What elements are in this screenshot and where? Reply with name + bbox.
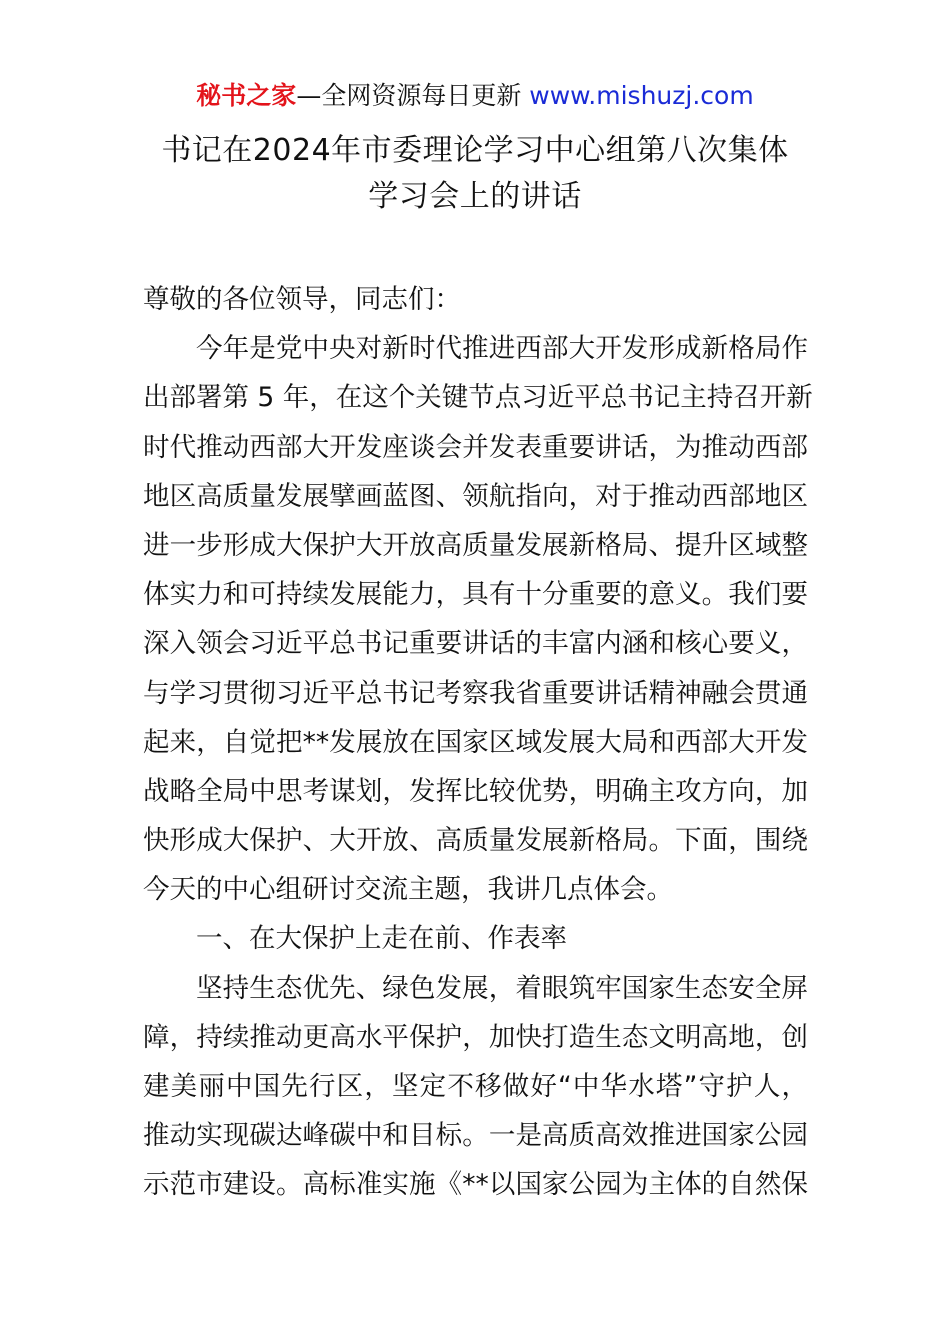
body-line: 推动实现碳达峰碳中和目标。一是高质高效推进国家公园 [143, 1120, 808, 1152]
header-tagline: —全网资源每日更新 [296, 81, 530, 110]
title-line-1: 书记在2024年市委理论学习中心组第八次集体 [161, 133, 789, 168]
brand-name: 秘书之家 [196, 81, 297, 110]
body-line: 建美丽中国先行区，坚定不移做好“中华水塔”守护人， [143, 1071, 808, 1102]
salutation: 尊敬的各位领导，同志们： [143, 284, 461, 315]
body-line: 战略全局中思考谋划，发挥比较优势，明确主攻方向，加 [143, 775, 808, 807]
body-line: 今天的中心组研讨交流主题，我讲几点体会。 [143, 874, 673, 906]
body-line: 地区高质量发展擘画蓝图、领航指向，对于推动西部地区 [143, 480, 808, 512]
site-header [0, 78, 950, 114]
body-line: 今年是党中央对新时代推进西部大开发形成新格局作 [196, 333, 808, 365]
body-line: 出部署第 5 年，在这个关键节点习近平总书记主持召开新 [143, 382, 813, 414]
body-line: 起来，自觉把**发展放在国家区域发展大局和西部大开发 [143, 726, 808, 758]
body-line: 坚持生态优先、绿色发展，着眼筑牢国家生态安全屏 [196, 972, 808, 1004]
body-line: 快形成大保护、大开放、高质量发展新格局。下面，围绕 [143, 825, 808, 857]
document-title [0, 128, 950, 220]
body-line: 体实力和可持续发展能力，具有十分重要的意义。我们要 [143, 579, 808, 611]
site-url-link[interactable]: www.mishuzj.com [529, 81, 754, 110]
title-line-2: 学习会上的讲话 [368, 179, 582, 214]
body-line: 障，持续推动更高水平保护，加快打造生态文明高地，创 [143, 1021, 808, 1053]
body-line: 示范市建设。高标准实施《**以国家公园为主体的自然保 [143, 1169, 808, 1201]
body-line: 时代推动西部大开发座谈会并发表重要讲话，为推动西部 [143, 431, 808, 463]
body-line: 与学习贯彻习近平总书记考察我省重要讲话精神融会贯通 [143, 677, 808, 709]
document-body [143, 275, 813, 1210]
section-heading: 一、在大保护上走在前、作表率 [196, 923, 567, 955]
body-line: 进一步形成大保护大开放高质量发展新格局、提升区域整 [143, 529, 808, 561]
body-line: 深入领会习近平总书记重要讲话的丰富内涵和核心要义， [143, 628, 808, 660]
